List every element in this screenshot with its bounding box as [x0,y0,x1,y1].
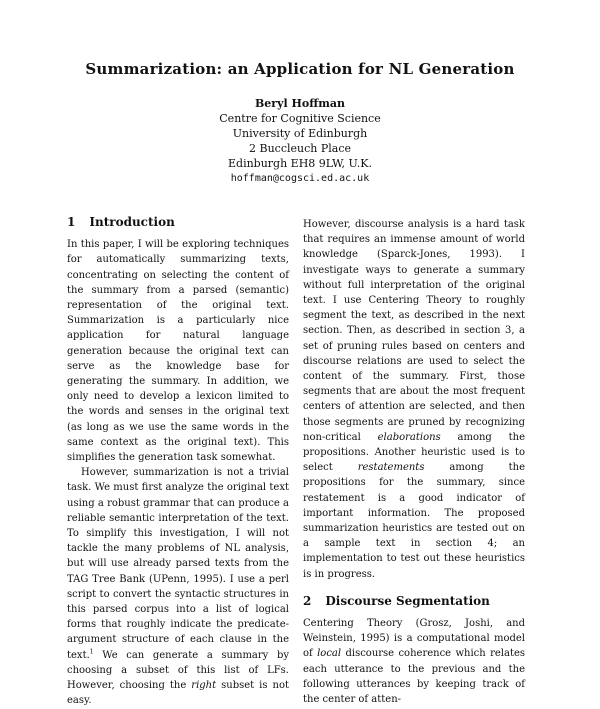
section-heading-discourse-segmentation [303,594,525,609]
affiliation-line: University of Edinburgh [232,127,368,140]
text-span: subset is not easy. [67,680,289,707]
emphasis-text: elaborations [377,431,441,443]
intro-paragraph-2 [67,465,289,708]
text-span: However, discourse analysis is a hard task that requires an immense amount of world knowledge (Sparck-Jones, 1993). I investigate ways to generate a summary without full interpretation of the original text. I use Centering Theory to roughly segment the text, as described in the next section. Then, as described in section 3, a set of pruning rules based on centers and discourse relations are used to select the content of the summary. First, those segments that are about the most frequent centers of attention are selected, and then those segments are pruned by recognizing non-critical [303,219,525,443]
intro-paragraph-1: In this paper, I will be exploring techniques for automatically summarizing texts, concentrating on selecting the content of the summary from a parsed (semantic) representation of the original text. Summarization is a particularly nice application for natural language generation because the original text can serve as the knowledge base for generating the summary. In addition, we only need to develop a lexicon limited to the words and senses in the original text (as long as we use the same words in the same context as the original text). This simplifies the generation task somewhat. [67,239,289,464]
right-column [303,217,525,707]
text-span: among the propositions. Another heuristic used is to select [303,431,525,474]
affiliation-line: Edinburgh EH8 9LW, U.K. [228,157,372,170]
right-paragraph-1 [303,217,525,582]
emphasis-text: right [191,680,217,692]
section-number: 1 [67,215,76,229]
text-span: among the propositions for the summary, since restatement is a good indicator of important information. The proposed summarization heuristics are tested out on a sample text in section 4; an implementation to test out these heuristics is in progress. [303,462,525,580]
footnote-mark[interactable]: 1 [89,648,94,656]
section-title: Introduction [89,215,175,229]
paper-title: Summarization: an Application for NL Generation [85,60,515,78]
affiliation-line: Centre for Cognitive Science [219,112,381,125]
text-span: We can generate a summary by choosing a subset of this list of LFs. However, choosing the [67,649,289,692]
author-name: Beryl Hoffman [254,97,345,110]
author-email[interactable]: hoffman@cogsci.ed.ac.uk [230,173,370,184]
left-column [67,215,289,709]
affiliation-line: 2 Buccleuch Place [249,142,351,155]
section-number: 2 [303,593,312,608]
author-block [0,96,600,186]
discourse-paragraph-1 [303,616,525,707]
section-heading-introduction [67,215,289,230]
text-span: However, summarization is not a trivial task. We must first analyze the original text using a robust grammar that can produce a reliable semantic interpretation of the text. To simplify this investigation, I will not tackle the many problems of NL analysis, but will use already parsed texts from the TAG Tree Bank (UPenn, 1995). I use a perl script to convert the syntactic structures in this parsed corpus into a list of logical forms that roughly indicate the predicate-argument structure of each clause in the text. [67,467,289,661]
emphasis-text: local [317,648,342,660]
emphasis-text: restatements [357,462,425,474]
section-title: Discourse Segmentation [325,593,490,608]
text-span: Centering Theory (Grosz, Joshi, and Weinstein, 1995) is a computational model of [303,618,525,660]
text-span: discourse coherence which relates each utterance to the previous and the following utterances by keeping track of the center of atten- [303,648,526,706]
